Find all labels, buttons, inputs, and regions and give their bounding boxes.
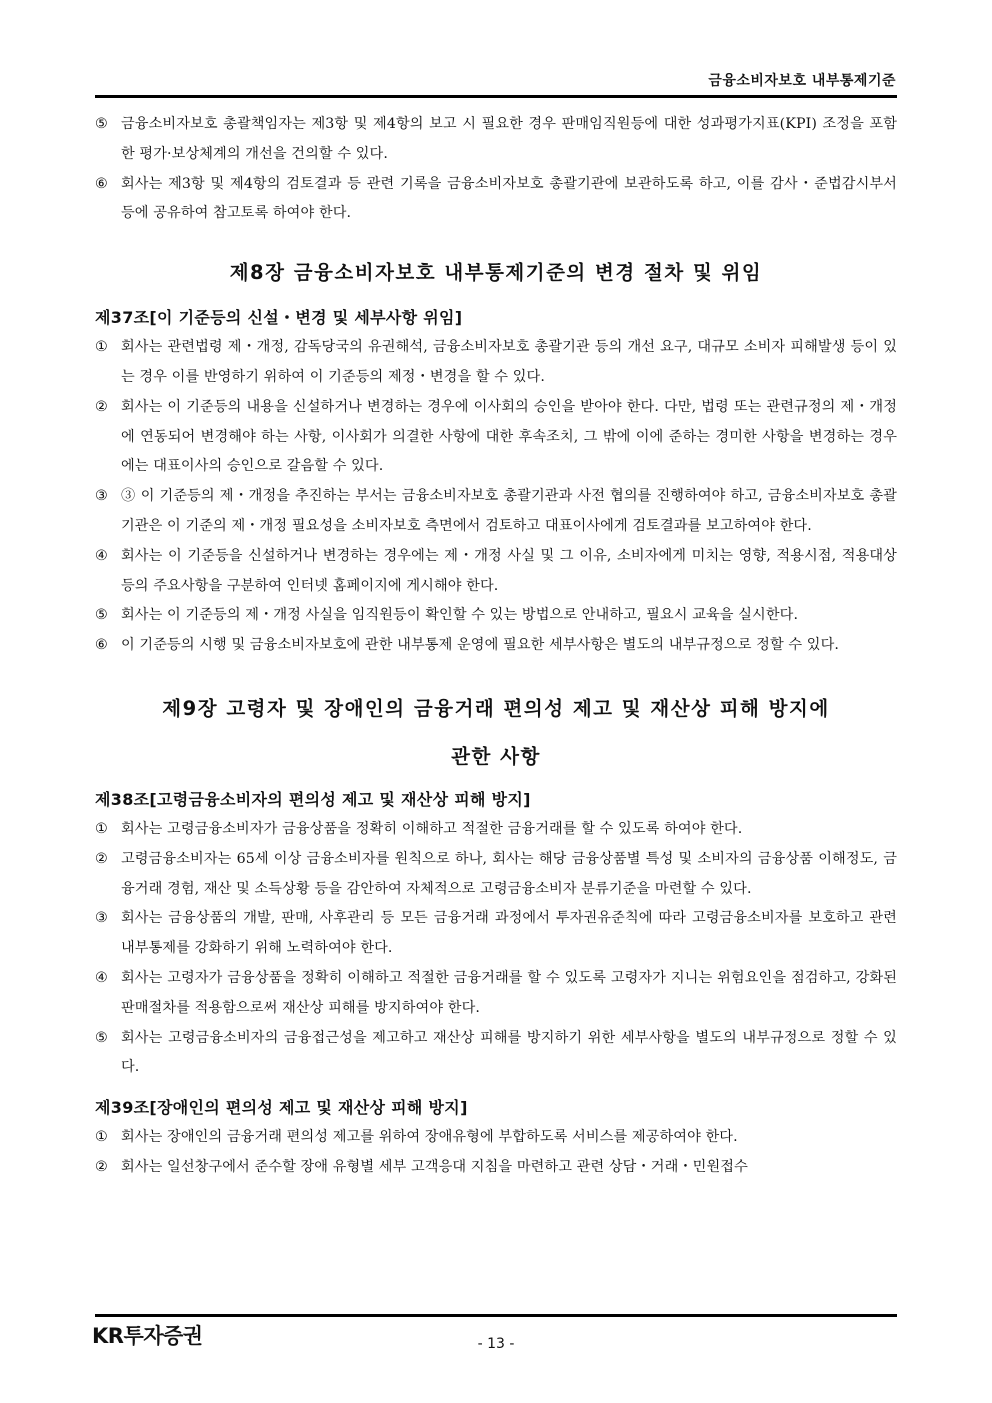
clause-number: ② [95, 850, 108, 867]
article-37-clause-6 [95, 631, 897, 661]
footer-divider [95, 1314, 897, 1317]
clause-number: ⑥ [95, 175, 108, 192]
article-37-clause-5 [95, 601, 897, 631]
clause-number: ④ [95, 969, 108, 986]
clause-number: ⑥ [95, 637, 108, 654]
article-39-heading: 제39조[장애인의 편의성 제고 및 재산상 피해 방지] [95, 1098, 468, 1118]
article-38-clause-2 [95, 845, 897, 905]
company-logo: KR투자증권 [92, 1324, 203, 1348]
clause-number: ⑤ [95, 1029, 108, 1046]
article-39-clause-1 [95, 1123, 897, 1153]
chapter-9-heading-line-1: 제9장 고령자 및 장애인의 금융거래 편의성 제고 및 재산상 피해 방지에 [162, 696, 830, 720]
chapter-8-heading: 제8장 금융소비자보호 내부통제기준의 변경 절차 및 위임 [229, 261, 763, 285]
clause-text: 회사는 고령금융소비자의 금융접근성을 제고하고 재산상 피해를 방지하기 위한 세부사항을 별도의 내부규정으로 정할 수 있다. [121, 1029, 897, 1076]
clause-text: 회사는 관련법령 제・개정, 감독당국의 유권해석, 금융소비자보호 총괄기관 등의 개선 요구, 대규모 소비자 피해발생 등이 있는 경우 이를 반영하기 위하여 이 기준등의 제정・변경을 할 수 있다. [121, 339, 897, 385]
clause-6 [95, 170, 897, 230]
clause-number: ① [95, 820, 108, 837]
clause-text: 이 기준등의 시행 및 금융소비자보호에 관한 내부통제 운영에 필요한 세부사항은 별도의 내부규정으로 정할 수 있다. [121, 637, 839, 654]
clause-text: 회사는 장애인의 금융거래 편의성 제고를 위하여 장애유형에 부합하도록 서비스를 제공하여야 한다. [121, 1129, 738, 1146]
article-38-clause-3 [95, 904, 897, 964]
clause-number: ① [95, 339, 108, 356]
article-38-clause-1 [95, 815, 897, 845]
clause-number: ② [95, 398, 108, 415]
article-39-clause-2 [95, 1153, 897, 1183]
clause-number: ⑤ [95, 116, 108, 132]
page-body [95, 110, 897, 1183]
clause-text: ③ 이 기준등의 제・개정을 추진하는 부서는 금융소비자보호 총괄기관과 사전 협의를 진행하여야 하고, 금융소비자보호 총괄기관은 이 기준의 제・개정 필요성을 소비자보호 측면에서 검토하고 대표이사에게 검토결과를 보고하여야 한다. [121, 488, 897, 534]
clause-5 [95, 110, 897, 170]
article-38-clause-4 [95, 964, 897, 1024]
article-37-heading: 제37조[이 기준등의 신설・변경 및 세부사항 위임] [95, 308, 463, 328]
page-number: - 13 - [477, 1336, 515, 1352]
clause-text: 회사는 이 기준등의 내용을 신설하거나 변경하는 경우에 이사회의 승인을 받아야 한다. 다만, 법령 또는 관련규정의 제・개정에 연동되어 변경해야 하는 사항, 이사회가 의결한 사항에 대한 후속조치, 그 밖에 이에 준하는 경미한 사항을 변경하는 경우에는 대표이사의 승인으로 갈음할 수 있다. [121, 398, 897, 475]
header-divider [95, 95, 897, 98]
clause-text: 회사는 일선창구에서 준수할 장애 유형별 세부 고객응대 지침을 마련하고 관련 상담・거래・민원접수 [121, 1158, 748, 1175]
article-38-heading: 제38조[고령금융소비자의 편의성 제고 및 재산상 피해 방지] [95, 789, 531, 809]
article-38-clause-5 [95, 1024, 897, 1084]
clause-text: 회사는 제3항 및 제4항의 검토결과 등 관련 기록을 금융소비자보호 총괄기관에 보관하도록 하고, 이를 감사・준법감시부서 등에 공유하여 참고토록 하여야 한다. [121, 175, 897, 222]
clause-number: ① [95, 1129, 108, 1146]
article-37-clause-1 [95, 333, 897, 393]
clause-text: 회사는 고령자가 금융상품을 정확히 이해하고 적절한 금융거래를 할 수 있도록 고령자가 지니는 위험요인을 점검하고, 강화된 판매절차를 적용함으로써 재산상 피해를 방지하여야 한다. [121, 969, 897, 1016]
article-37-clause-3 [95, 482, 897, 542]
clause-text: 회사는 금융상품의 개발, 판매, 사후관리 등 모든 금융거래 과정에서 투자권유준칙에 따라 고령금융소비자를 보호하고 관련 내부통제를 강화하기 위해 노력하여야 한다. [121, 910, 897, 957]
article-37-clause-2 [95, 393, 897, 482]
clause-text: 회사는 이 기준등의 제・개정 사실을 임직원등이 확인할 수 있는 방법으로 안내하고, 필요시 교육을 실시한다. [121, 607, 799, 624]
clause-text: 고령금융소비자는 65세 이상 금융소비자를 원칙으로 하나, 회사는 해당 금융상품별 특성 및 소비자의 금융상품 이해정도, 금융거래 경험, 재산 및 소득상황 등을 감안하여 자체적으로 고령금융소비자 분류기준을 마련할 수 있다. [121, 850, 897, 897]
chapter-9-heading-line-2: 관한 사항 [451, 744, 541, 768]
clause-number: ③ [95, 488, 108, 505]
clause-text: 회사는 고령금융소비자가 금융상품을 정확히 이해하고 적절한 금융거래를 할 수 있도록 하여야 한다. [121, 820, 743, 837]
clause-number: ② [95, 1158, 108, 1175]
clause-number: ⑤ [95, 607, 108, 624]
clause-text: 금융소비자보호 총괄책임자는 제3항 및 제4항의 보고 시 필요한 경우 판매임직원등에 대한 성과평가지표(KPI) 조정을 포함한 평가·보상체계의 개선을 건의할 수 있다. [121, 116, 897, 162]
running-header: 금융소비자보호 내부통제기준 [708, 73, 896, 89]
clause-text: 회사는 이 기준등을 신설하거나 변경하는 경우에는 제・개정 사실 및 그 이유, 소비자에게 미치는 영향, 적용시점, 적용대상 등의 주요사항을 구분하여 인터넷 홈페이지에 게시해야 한다. [121, 547, 897, 594]
article-37-clause-4 [95, 542, 897, 602]
clause-number: ③ [95, 910, 108, 927]
clause-number: ④ [95, 547, 108, 564]
